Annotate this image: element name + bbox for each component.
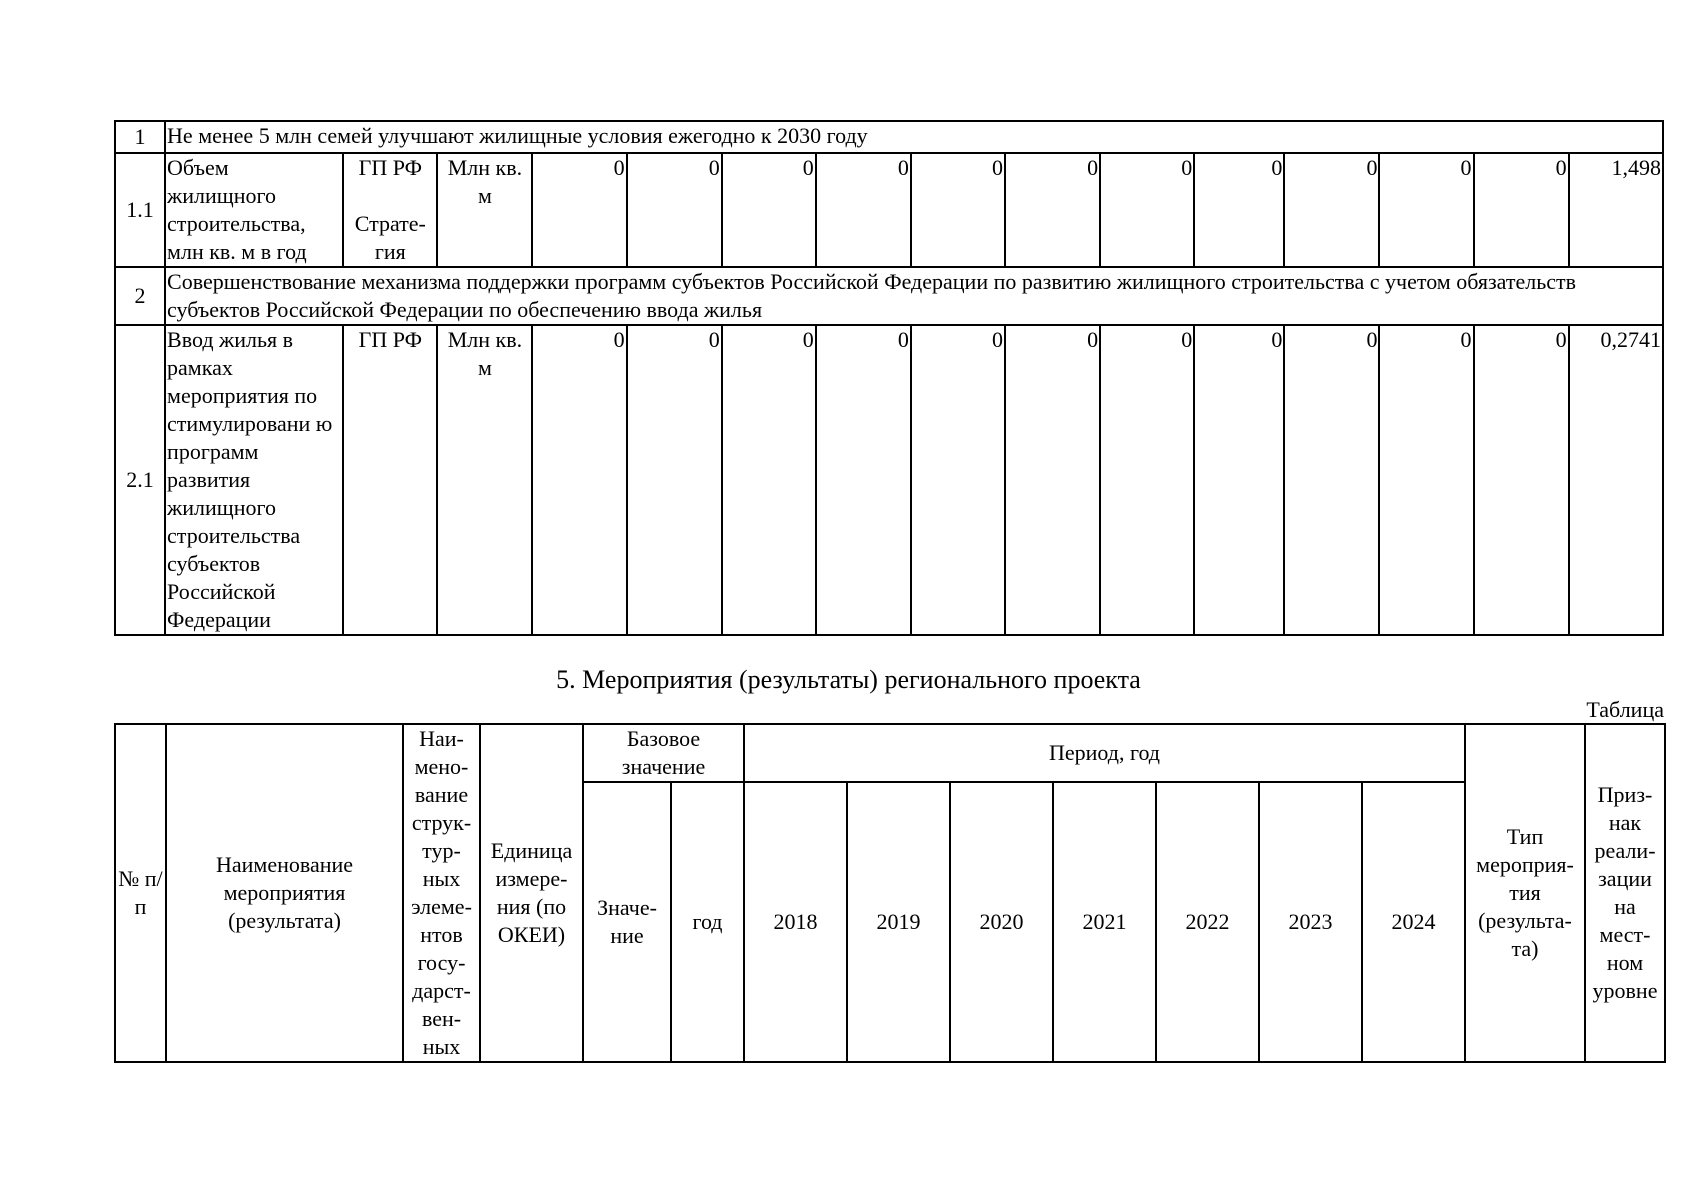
table-row bbox=[115, 121, 1663, 153]
indicator-value: 0 bbox=[816, 325, 911, 635]
indicator-value: 0 bbox=[816, 153, 911, 267]
col-header-year: 2021 bbox=[1053, 782, 1156, 1062]
indicator-value: 0 bbox=[532, 153, 626, 267]
indicator-value: 0 bbox=[532, 325, 626, 635]
indicator-value: 0 bbox=[1194, 153, 1284, 267]
col-header-year: 2024 bbox=[1362, 782, 1465, 1062]
indicator-value: 0 bbox=[1005, 153, 1100, 267]
col-header-year: 2023 bbox=[1259, 782, 1362, 1062]
indicator-type-bottom: Страте-гия bbox=[354, 211, 426, 264]
indicators-table bbox=[114, 120, 1664, 636]
indicator-value: 0 bbox=[1284, 153, 1379, 267]
table-row bbox=[115, 153, 1663, 267]
indicator-value: 0 bbox=[1379, 153, 1473, 267]
col-header-name: Наименование мероприятия (результата) bbox=[166, 724, 403, 1062]
col-header-base: Базовое значение bbox=[583, 724, 744, 782]
indicator-name: Объем жилищного строительства, млн кв. м в год bbox=[165, 153, 343, 267]
indicator-value: 0 bbox=[627, 325, 722, 635]
indicator-value: 0 bbox=[911, 325, 1005, 635]
col-header-year: 2018 bbox=[744, 782, 847, 1062]
col-header-unit: Единица измере-ния (по ОКЕИ) bbox=[480, 724, 583, 1062]
indicator-value: 0 bbox=[722, 153, 816, 267]
col-header-period: Период, год bbox=[744, 724, 1465, 782]
table-caption: Таблица bbox=[1586, 697, 1664, 722]
col-header-base-year: год bbox=[671, 782, 744, 1062]
row-number: 2 bbox=[115, 267, 165, 325]
indicator-value: 0 bbox=[627, 153, 722, 267]
indicator-type: ГП РФ bbox=[343, 325, 437, 635]
indicator-value: 0 bbox=[1194, 325, 1284, 635]
indicator-value: 0,2741 bbox=[1569, 325, 1663, 635]
section-title: 5. Мероприятия (результаты) регионального проекта bbox=[556, 665, 1141, 694]
col-header-year: 2019 bbox=[847, 782, 950, 1062]
indicator-value: 0 bbox=[722, 325, 816, 635]
indicator-value: 0 bbox=[911, 153, 1005, 267]
row-number: 2.1 bbox=[115, 325, 165, 635]
row-number: 1.1 bbox=[115, 153, 165, 267]
indicator-unit: Млн кв. м bbox=[437, 153, 532, 267]
indicator-value: 0 bbox=[1379, 325, 1473, 635]
col-header-type: Тип мероприя-тия (результа-та) bbox=[1465, 724, 1585, 1062]
indicator-value: 0 bbox=[1100, 325, 1194, 635]
indicator-value: 0 bbox=[1474, 325, 1569, 635]
col-header-number: № п/п bbox=[115, 724, 166, 1062]
indicator-type bbox=[343, 153, 437, 267]
indicator-value: 0 bbox=[1284, 325, 1379, 635]
col-header-year: 2022 bbox=[1156, 782, 1259, 1062]
row-number: 1 bbox=[115, 121, 165, 153]
col-header-year: 2020 bbox=[950, 782, 1053, 1062]
goal-title: Не менее 5 млн семей улучшают жилищные условия ежегодно к 2030 году bbox=[165, 121, 1663, 153]
indicator-value: 0 bbox=[1005, 325, 1100, 635]
col-header-structure: Наи-мено-вание струк-тур-ных элеме-нтов госу-дарст-вен-ных bbox=[403, 724, 480, 1062]
col-header-base-value: Значе-ние bbox=[583, 782, 671, 1062]
indicator-name: Ввод жилья в рамках мероприятия по стимулировани ю программ развития жилищного строительства субъектов Российской Федерации bbox=[165, 325, 343, 635]
col-header-local: Приз-нак реали-зации на мест-ном уровне bbox=[1585, 724, 1665, 1062]
measures-table bbox=[114, 723, 1666, 1063]
indicator-value: 0 bbox=[1474, 153, 1569, 267]
indicator-type-top: ГП РФ bbox=[358, 155, 422, 180]
indicator-value: 0 bbox=[1100, 153, 1194, 267]
indicator-unit: Млн кв. м bbox=[437, 325, 532, 635]
goal-title: Совершенствование механизма поддержки программ субъектов Российской Федерации по развитию жилищного строительства с учетом обязательств субъектов Российской Федерации по обеспечению ввода жилья bbox=[165, 267, 1663, 325]
indicator-value: 1,498 bbox=[1569, 153, 1663, 267]
header-row bbox=[115, 724, 1665, 782]
table-row bbox=[115, 325, 1663, 635]
table-row bbox=[115, 267, 1663, 325]
